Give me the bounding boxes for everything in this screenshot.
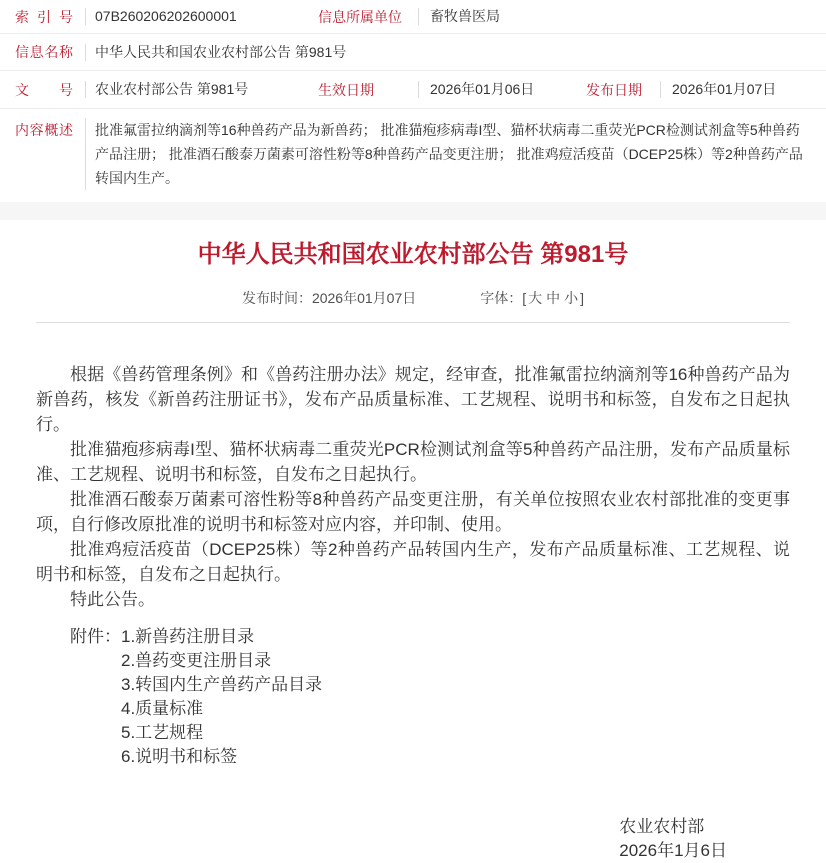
font-size-control xyxy=(480,288,584,308)
attachment-item: 3.转国内生产兽药产品目录 xyxy=(121,675,323,694)
font-size-medium-button[interactable]: 中 xyxy=(546,290,561,306)
attachment-row xyxy=(36,721,790,745)
body-paragraph: 特此公告。 xyxy=(70,590,155,609)
body-paragraph: 批准鸡痘活疫苗（DCEP25株）等2种兽药产品转国内生产，发布产品质量标准、工艺规程、说明书和标签，自发布之日起执行。 xyxy=(36,540,790,584)
name-label: 信息名称 xyxy=(15,44,73,60)
effective-date-value: 2026年01月06日 xyxy=(418,81,579,98)
attachments-label: 附件： xyxy=(70,627,121,646)
section-divider-band xyxy=(0,202,826,220)
body-paragraph: 批准猫疱疹病毒I型、猫杯状病毒二重荧光PCR检测试剂盒等5种兽药产品注册，发布产品质量标准、工艺规程、说明书和标签，自发布之日起执行。 xyxy=(36,440,790,484)
meta-row-index xyxy=(0,0,826,34)
attachment-item: 5.工艺规程 xyxy=(121,723,204,742)
attachment-row xyxy=(36,673,790,697)
signature-org: 农业农村部 xyxy=(619,817,705,836)
attachment-item: 6.说明书和标签 xyxy=(121,747,238,766)
summary-value: 批准氟雷拉纳滴剂等16种兽药产品为新兽药； 批准猫疱疹病毒I型、猫杯状病毒二重荧光PCR检测试剂盒等5种兽药产品注册； 批准酒石酸泰万菌素可溶性粉等8种兽药产品变更注册； 批准鸡痘活疫苗（DCEP25株）等2种兽药产品转国内生产。 xyxy=(85,118,808,190)
attachment-row xyxy=(36,649,790,673)
attachment-item: 4.质量标准 xyxy=(121,699,204,718)
font-size-large-button[interactable]: 大 xyxy=(528,290,543,306)
publish-date-value: 2026年01月07日 xyxy=(660,81,826,98)
publish-time-text: 发布时间：2026年01月07日 xyxy=(241,290,417,306)
effective-date-label: 生效日期 xyxy=(318,81,374,98)
font-size-label: 字体：[ xyxy=(480,290,527,306)
document-metadata-table xyxy=(0,0,826,202)
attachment-row xyxy=(36,745,790,769)
announcement-body xyxy=(36,362,790,612)
attachment-item: 1.新兽药注册目录 xyxy=(121,627,255,646)
name-value: 中华人民共和国农业农村部公告 第981号 xyxy=(85,44,811,61)
unit-label: 信息所属单位 xyxy=(318,8,402,25)
body-paragraph: 批准酒石酸泰万菌素可溶性粉等8种兽药产品变更注册，有关单位按照农业农村部批准的变更事项，自行修改原批准的说明书和标签对应内容，并印制、使用。 xyxy=(36,490,790,534)
attachment-row xyxy=(36,625,790,649)
announcement-article xyxy=(0,239,826,863)
page-title: 中华人民共和国农业农村部公告 第981号 xyxy=(197,241,629,268)
index-label: 索引号 xyxy=(15,8,73,25)
meta-row-summary xyxy=(0,109,826,202)
publish-date-label: 发布日期 xyxy=(586,81,642,98)
signature-block xyxy=(619,815,727,863)
attachment-item: 2.兽药变更注册目录 xyxy=(121,651,272,670)
attachments-list xyxy=(36,625,790,769)
font-size-bracket-close: ] xyxy=(580,290,585,306)
signature-date: 2026年1月6日 xyxy=(619,841,727,860)
attachment-row xyxy=(36,697,790,721)
article-meta-line xyxy=(36,288,790,308)
unit-value: 畜牧兽医局 xyxy=(418,8,826,25)
doc-no-label: 文号 xyxy=(15,81,73,98)
index-value: 07B260206202600001 xyxy=(85,8,314,25)
summary-label: 内容概述 xyxy=(15,122,73,138)
font-size-small-button[interactable]: 小 xyxy=(564,290,579,306)
meta-row-name xyxy=(0,34,826,71)
doc-no-value: 农业农村部公告 第981号 xyxy=(85,81,314,98)
title-divider-line xyxy=(36,322,790,323)
body-paragraph: 根据《兽药管理条例》和《兽药注册办法》规定，经审查，批准氟雷拉纳滴剂等16种兽药产品为新兽药，核发《新兽药注册证书》，发布产品质量标准、工艺规程、说明书和标签，自发布之日起执行。 xyxy=(36,365,790,434)
meta-row-docno xyxy=(0,71,826,109)
